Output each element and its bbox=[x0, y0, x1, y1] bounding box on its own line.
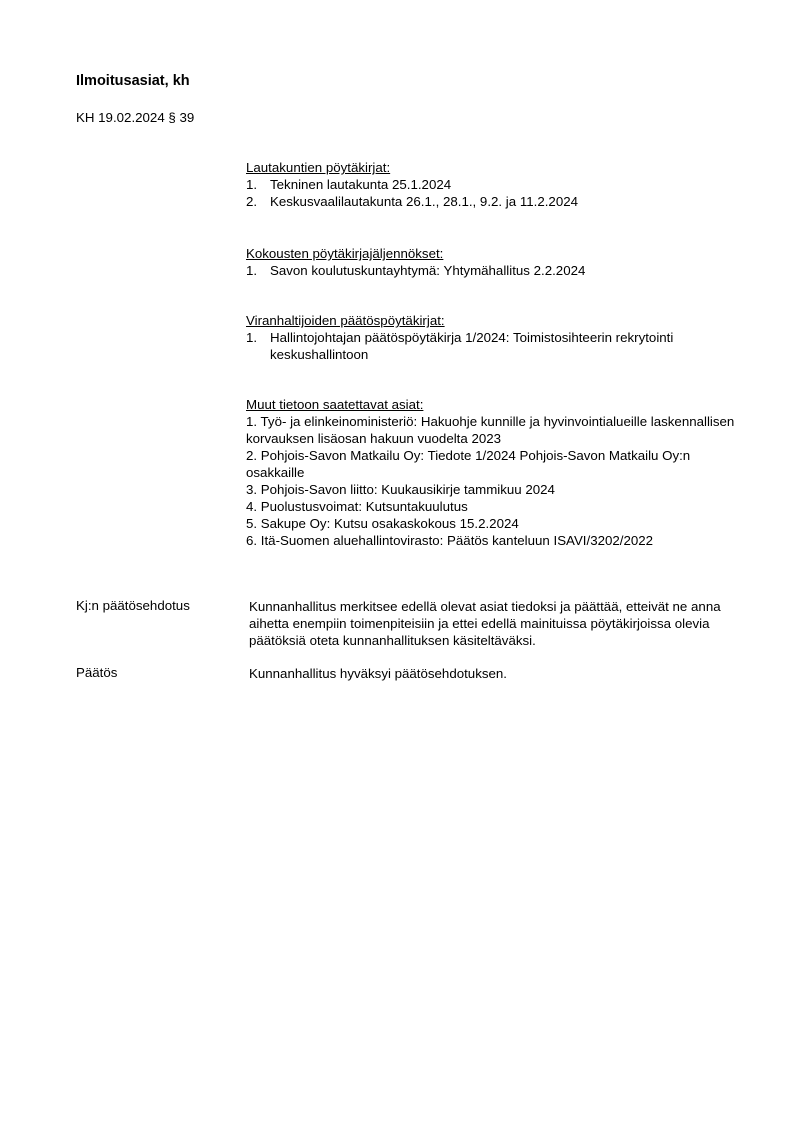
list-item-text: Savon koulutuskuntayhtymä: Yhtymähallitus 2.2.2024 bbox=[270, 263, 586, 278]
list-item: 4. Puolustusvoimat: Kutsuntakuulutus bbox=[246, 499, 468, 514]
decision-label: Päätös bbox=[76, 665, 118, 680]
list-item bbox=[246, 262, 746, 279]
list-item-number: 1. bbox=[246, 177, 258, 192]
list-item-text: Hallintojohtajan päätöspöytäkirja 1/2024: Toimistosihteerin rekrytointi keskushallintoon bbox=[270, 330, 674, 362]
list-item-text: Tekninen lautakunta 25.1.2024 bbox=[270, 177, 452, 192]
list-item bbox=[246, 193, 746, 210]
section-heading: Muut tietoon saatettavat asiat: bbox=[246, 397, 424, 412]
list-item-number: 1. bbox=[246, 263, 258, 278]
list-item bbox=[246, 329, 746, 363]
section-heading: Viranhaltijoiden päätöspöytäkirjat: bbox=[246, 313, 445, 328]
list-item-number: 2. bbox=[246, 194, 258, 209]
list-item-text: Keskusvaalilautakunta 26.1., 28.1., 9.2. ja 11.2.2024 bbox=[270, 194, 579, 209]
meeting-extracts-list bbox=[246, 262, 746, 279]
section-official-decisions bbox=[246, 312, 746, 363]
document-title: Ilmoitusasiat, kh bbox=[76, 73, 190, 89]
list-item-number: 1. bbox=[246, 330, 258, 345]
list-item: 5. Sakupe Oy: Kutsu osakaskokous 15.2.2024 bbox=[246, 516, 519, 531]
list-item: 2. Pohjois-Savon Matkailu Oy: Tiedote 1/2024 Pohjois-Savon Matkailu Oy:n osakkaille bbox=[246, 448, 691, 480]
list-item bbox=[246, 176, 746, 193]
section-heading: Kokousten pöytäkirjajäljennökset: bbox=[246, 246, 444, 261]
list-item: 6. Itä-Suomen aluehallintovirasto: Päätös kanteluun ISAVI/3202/2022 bbox=[246, 533, 654, 548]
decision-text: Kunnanhallitus hyväksyi päätösehdotuksen. bbox=[249, 666, 507, 681]
list-item: 3. Pohjois-Savon liitto: Kuukausikirje tammikuu 2024 bbox=[246, 482, 555, 497]
proposal-text: Kunnanhallitus merkitsee edellä olevat asiat tiedoksi ja päättää, etteivät ne anna aihetta enempiin toimenpiteisiin ja ettei edellä mainituissa pöytäkirjoissa olevia päätöksiä oteta kunnanhallituksen käsiteltäväksi. bbox=[249, 599, 721, 648]
official-decisions-list bbox=[246, 329, 746, 363]
proposal-label: Kj:n päätösehdotus bbox=[76, 598, 190, 613]
section-meeting-extracts bbox=[246, 245, 746, 279]
meeting-reference: KH 19.02.2024 § 39 bbox=[76, 110, 195, 125]
section-board-minutes bbox=[246, 159, 746, 210]
list-item: 1. Työ- ja elinkeinoministeriö: Hakuohje kunnille ja hyvinvointialueille laskennallisen korvauksen lisäosan hakuun vuodelta 2023 bbox=[246, 414, 735, 446]
section-heading: Lautakuntien pöytäkirjat: bbox=[246, 160, 391, 175]
section-other-matters bbox=[246, 396, 746, 549]
board-minutes-list bbox=[246, 176, 746, 210]
